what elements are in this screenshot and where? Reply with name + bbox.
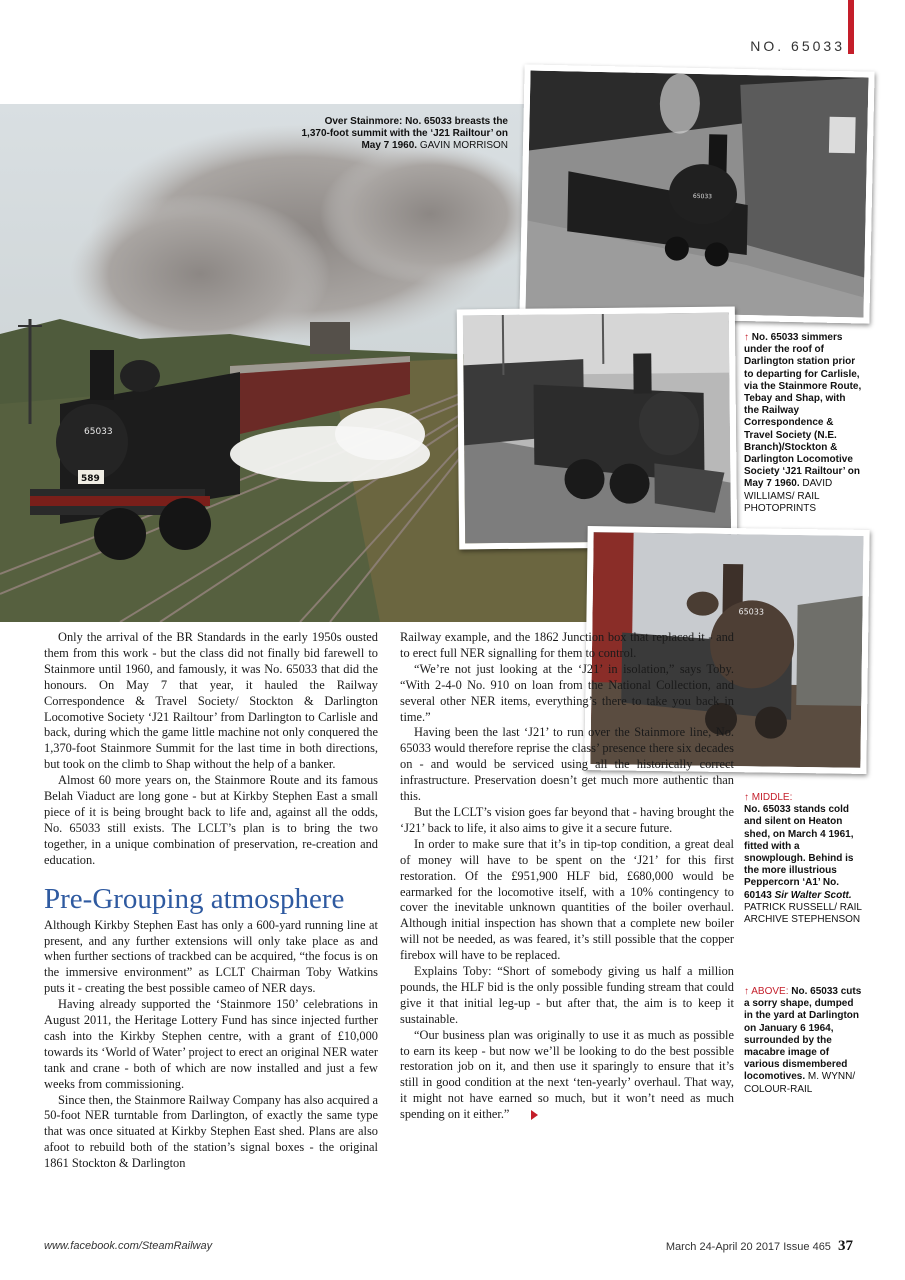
section-subheading: Pre-Grouping atmosphere [44, 882, 345, 915]
darlington-station-illustration [526, 70, 869, 317]
article-paragraph: Having been the last ‘J21’ to run over the Stainmore line, No. 65033 would therefore reprise the class’ presence there six decades on - and would be serviced using all the historically correct infrastructure. Preservation doesn’t get much more authentic than this. [400, 725, 734, 804]
caption-middle-credit: PATRICK RUSSELL/ RAIL ARCHIVE STEPHENSON [744, 901, 862, 926]
caption-middle-italic: Sir Walter Scott. [774, 889, 852, 901]
article-paragraph: Railway example, and the 1862 Junction box that replaced it - and to erect full NER signalling for them to control. [400, 630, 734, 660]
article-paragraph-last [400, 1028, 734, 1123]
caption-above-credit: M. WYNN/ COLOUR-RAIL [744, 1071, 856, 1095]
hero-headcode: 589 [81, 474, 100, 484]
article-paragraph: Having already supported the ‘Stainmore 150’ celebrations in August 2011, the Heritage Lottery Fund has since injected further cash into the Kirkby Stephen centre, with a grant of £10,000 towards its ‘World of Water’ project to erect an original NER water tank and crane - both of which are now installed and just a few weeks from commissioning. [44, 997, 378, 1091]
caption-above-text: No. 65033 cuts a sorry shape, dumped in the yard at Darlington on January 6 1964, surrounded by the macabre image of various dismembered locomotives. [744, 986, 862, 1083]
footer-issue-info: March 24-April 20 2017 Issue 465 [665, 1241, 831, 1253]
darlington-loco-number: 65033 [692, 192, 713, 201]
caption-top [744, 332, 862, 515]
yard-loco-number: 65033 [738, 607, 765, 617]
up-arrow-icon: ↑ [744, 792, 749, 803]
article-final-text: “Our business plan was originally to use it as much as possible to earn its keep - but now we’ll be looking to do the best possible restoration job on it, and then use it sparingly to ensure that it’s still in good condition at the next ‘ten-yearly’ overhaul. That way, it might not have earned so much, but it won’t need as much spending on it either.” [400, 1027, 734, 1122]
hero-smokebox-number: 65033 [84, 427, 113, 437]
caption-top-credit: DAVID WILLIAMS/ RAIL PHOTOPRINTS [744, 478, 833, 514]
end-mark-icon [531, 1110, 538, 1120]
footer-issue [666, 1238, 853, 1255]
article-column-2 [400, 630, 734, 1123]
up-arrow-icon: ↑ [744, 986, 749, 997]
caption-middle [744, 792, 862, 926]
caption-top-text: No. 65033 simmers under the roof of Darlington station prior to departing for Carlisle, via the Stainmore Route, Tebay and Shap, with the Railway Correspondence & Travel Society (N.E. Branch)/Stockton & Darlington Locomotive Society ‘J21 Railtour’ on May 7 1960. [744, 332, 862, 490]
article-paragraph: Only the arrival of the BR Standards in the early 1950s ousted them from this work - but the class did not finally bid farewell to Stainmore until 1960, and famously, it was No. 65033 that did the honours. On May 7 that year, it hauled the Railway Correspondence & Travel Society/ Stockton & Darlington Locomotive Society ‘J21 Railtour’ from Darlington to Carlisle and back, during which the game little machine not only conquered the 1,370-foot Stainmore Summit for the last time in both directions, but took on the climb to Shap without the help of a banker. [44, 630, 378, 772]
up-arrow-icon: ↑ [744, 332, 749, 343]
hero-caption-credit: GAVIN MORRISON [419, 140, 508, 152]
article-paragraph: “We’re not just looking at the ‘J21’ in isolation,” says Toby. “With 2-4-0 No. 910 on loan from the National Collection, and several other NER items, everything’s there to take you back in time.” [400, 661, 734, 724]
article-column-1 [44, 630, 378, 1172]
red-edge-bar [848, 0, 854, 54]
page-number: 37 [838, 1238, 853, 1254]
article-paragraph: Although Kirkby Stephen East has only a 600-yard running line at present, and any further extensions will only take place as and when further sections of trackbed can be acquired, “the focus is on the immersive environment” as LCLT Chairman Toby Watkins puts it - creating the best possible cameo of NER days. [44, 917, 378, 996]
caption-above-label: ABOVE: [751, 986, 789, 997]
article-paragraph: But the LCLT’s vision goes far beyond that - having brought the ‘J21’ back to life, it also aims to give it a secure future. [400, 804, 734, 835]
footer-url: www.facebook.com/SteamRailway [44, 1240, 213, 1252]
article-paragraph: Explains Toby: “Short of somebody giving us half a million pounds, the HLF bid is the only possible funding stream that could give it that initial leg-up - but after that, the aim is to keep it sustainable. [400, 964, 734, 1026]
running-head: NO. 65033 [750, 38, 845, 54]
hero-caption-text: Over Stainmore: No. 65033 breasts the 1,370-foot summit with the ‘J21 Railtour’ on May 7 1960. [301, 116, 508, 152]
hero-caption [300, 116, 508, 153]
darlington-station-photo [519, 64, 874, 323]
heaton-shed-photo [457, 307, 737, 550]
article-paragraph: In order to make sure that it’s in tip-top condition, a great deal of money will have to be spent on the ‘J21’ for this first restoration. Of the £951,900 HLF bid, £680,000 would be earmarked for the locomotive itself, with a 10% contingency to cover the inevitable unknown quantities of the boiler overhaul. Although initial inspection has shown that a complete new boiler will not be needed, as was feared, it’s still possible that the copper firebox will have to be replaced. [400, 836, 734, 963]
article-paragraph: Almost 60 more years on, the Stainmore Route and its famous Belah Viaduct are long gone - but at Kirkby Stephen East a small piece of it is being brought back to life and, against all the odds, No. 65033 still exists. The LCLT’s plan is to bring the two together, in a unique combination of preservation, re-creation and education. [44, 773, 378, 867]
caption-above [744, 986, 862, 1096]
article-paragraph: Since then, the Stainmore Railway Company has also acquired a 50-foot NER turntable from Darlington, of exactly the same type that was once situated at Kirkby Stephen East shed. Plans are also afoot to rebuild both of the station’s signal boxes - the original 1861 Stockton & Darlington [44, 1092, 379, 1171]
caption-middle-label: MIDDLE: [751, 792, 793, 803]
heaton-shed-illustration [463, 313, 731, 544]
caption-middle-text: No. 65033 stands cold and silent on Heaton shed, on March 4 1961, fitted with a snowplough. Behind is the more illustrious Peppercorn ‘A1’ No. 60143 [744, 804, 854, 901]
